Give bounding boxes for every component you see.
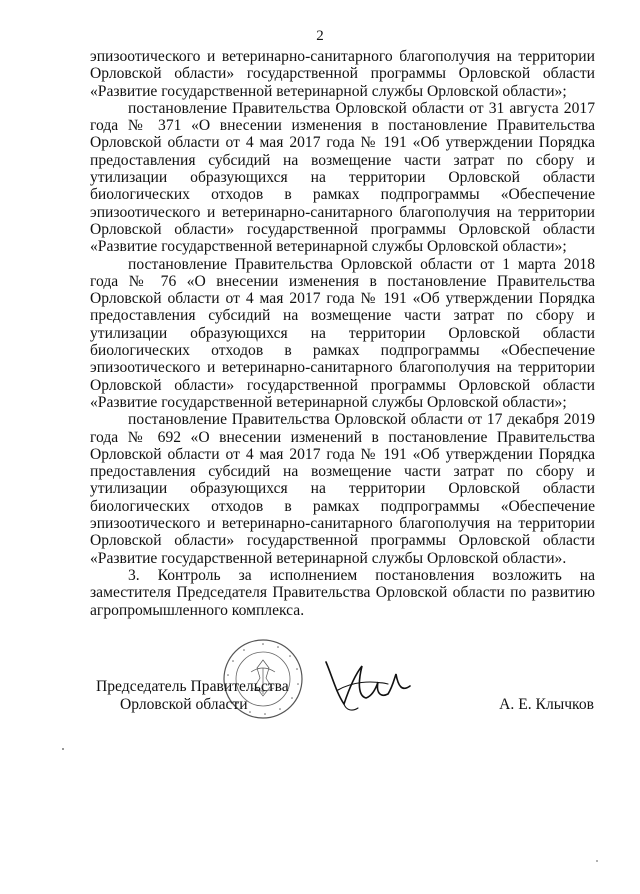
signatory-name: А. Е. Клычков xyxy=(499,696,594,713)
paragraph-resolution-692: постановление Правительства Орловской области от 17 декабря 2019 года № 692 «О внесении изменений в постановление Правительства Орловской области от 4 мая 2017 года № 191 «Об утверждении Порядка предоставления субсидий на возмещение части затрат по сбору и утилизации образующихся на территории Орловской области биологических отходов в рамках подпрограммы «Обеспечение эпизоотического и ветеринарно-санитарного благополучия на территории Орловской области» государственной программы Орловской области «Развитие государственной ветеринарной службы Орловской области». xyxy=(90,411,595,567)
document-body xyxy=(90,48,595,619)
signatory-title: Председатель Правительства xyxy=(96,678,289,695)
scan-speck xyxy=(596,860,598,862)
paragraph-resolution-76: постановление Правительства Орловской области от 1 марта 2018 года № 76 «О внесении изменения в постановление Правительства Орловской области от 4 мая 2017 года № 191 «Об утверждении Порядка предоставления субсидий на возмещение части затрат по сбору и утилизации образующихся на территории Орловской области биологических отходов в рамках подпрограммы «Обеспечение эпизоотического и ветеринарно-санитарного благополучия на территории Орловской области» государственной программы Орловской области «Развитие государственной ветеринарной службы Орловской области»; xyxy=(90,255,595,411)
paragraph-control-clause: 3. Контроль за исполнением постановления возложить на заместителя Председателя Правительства Орловской области по развитию агропромышленного комплекса. xyxy=(90,566,595,619)
paragraph-resolution-371: постановление Правительства Орловской области от 31 августа 2017 года № 371 «О внесении изменения в постановление Правительства Орловской области от 4 мая 2017 года № 191 «Об утверждении Порядка предоставления субсидий на возмещение части затрат по сбору и утилизации образующихся на территории Орловской области биологических отходов в рамках подпрограммы «Обеспечение эпизоотического и ветеринарно-санитарного благополучия на территории Орловской области» государственной программы Орловской области «Развитие государственной ветеринарной службы Орловской области»; xyxy=(90,99,595,256)
signatory-region: Орловской области xyxy=(120,696,248,713)
page-number: 2 xyxy=(316,28,324,44)
paragraph-intro-continuation: эпизоотического и ветеринарно-санитарного благополучия на территории Орловской области» государственной программы Орловской области «Развитие государственной ветеринарной службы Орловской области»; xyxy=(90,48,595,100)
scan-speck xyxy=(62,748,64,750)
signature-block xyxy=(0,678,640,758)
